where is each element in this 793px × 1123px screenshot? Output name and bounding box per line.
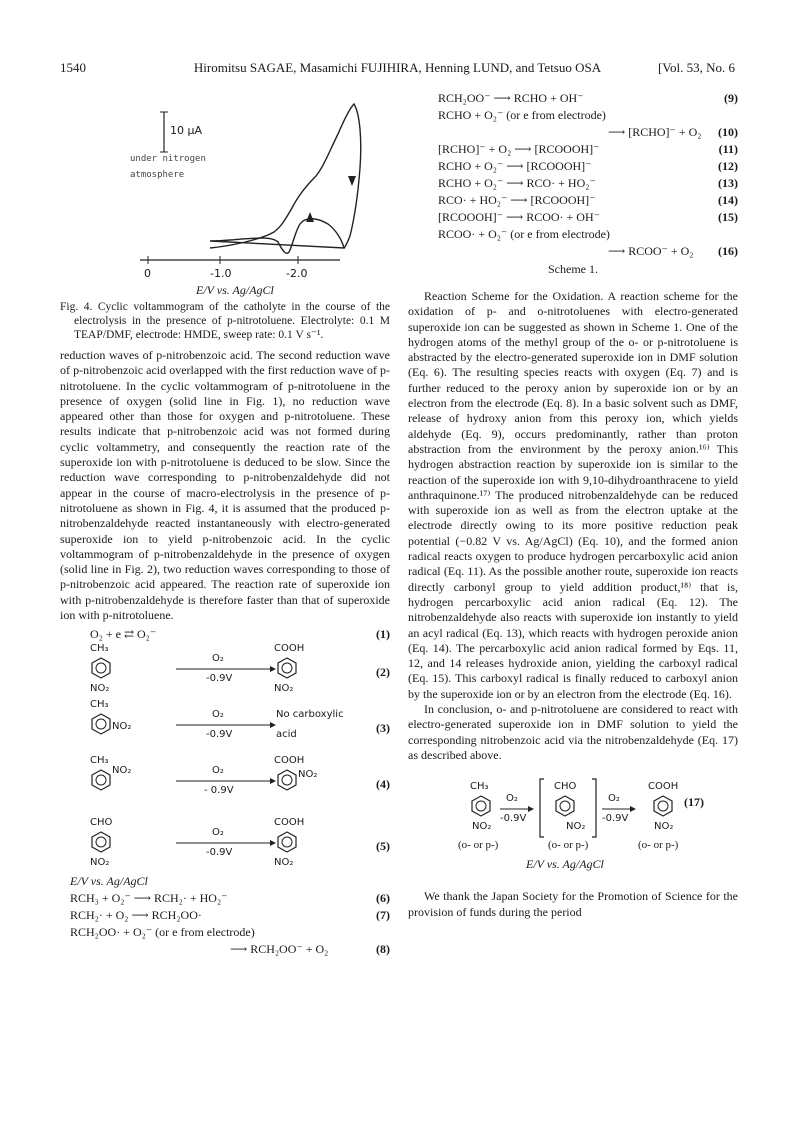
equation-11-text: [RCHO]⁻ + O₂ ⟶ [RCOOOH]⁻ (438, 142, 600, 156)
eq17-start-group: CH₃ (470, 781, 489, 793)
eq17-arrow2-reagent: O₂ (608, 793, 620, 805)
left-body-text: reduction waves of p-nitrobenzoic acid. The second reduction wave of p-nitrobenzoic acid overlapped with the first reduction wave of p-nitrotoluene. In the cyclic voltammogram of p-nitrotoluene in the presence of oxygen (solid line in Fig. 1), no reduction wave appeared other than those for oxygen and p-nitrotoluene. These results indicate that p-nitrobenzoic acid was not formed during cyclic voltammetry, and consequently the reaction rate of the superoxide ion with p-nitrotoluene is deduced to be slow. Since the reduction wave corresponding to p-nitrobenzaldehyde did not appear in the course of macro-electrolysis in the presence of p-nitrotoluene as shown in Fig. 4, it is assumed that the produced p-nitrobenzaldehyde reacted instantaneously with electro-generated superoxide ion to yield p-nitrobenzoic acid. In the cyclic voltammogram of p-nitrobenzaldehyde in the presence of oxygen (solid line in Fig. 2), two reduction waves corresponding to those of p-nitrobenzoic acid appeared. The reaction rate of superoxide ion with p-nitrobenzaldehyde is therefore faster than that of superoxide ion with p-nitrotoluene. (60, 348, 390, 623)
arrow-potential: - 0.9V (204, 785, 234, 797)
product-substituent: NO₂ (274, 683, 294, 695)
equation-14-number: (14) (718, 193, 738, 207)
equation-15 (408, 209, 738, 226)
condition-line-2: atmosphere (130, 170, 185, 180)
potential-reference-label: E/V vs. Ag/AgCl (70, 874, 148, 889)
eq17-product-group: COOH (648, 781, 679, 793)
condition-line-1: under nitrogen (130, 154, 206, 164)
author-list: Hiromitsu SAGAE, Masamichi FUJIHIRA, Henning LUND, and Tetsuo OSA (193, 60, 602, 75)
equation-11-number: (11) (718, 142, 738, 156)
arrow-reagent: O₂ (212, 765, 224, 777)
equation-12 (408, 158, 738, 175)
left-column (60, 90, 390, 958)
equation-10-cont: ⟶ [RCHO]⁻ + O₂ (608, 125, 702, 139)
tick-label-0: 0 (144, 267, 151, 280)
reactant-substituent: NO₂ (112, 721, 132, 733)
reaction-arrow-icon (176, 777, 276, 785)
acknowledgement-paragraph: We thank the Japan Society for the Promotion of Science for the provision of funds during the period (408, 889, 738, 919)
reactant-substituent: NO₂ (90, 857, 110, 869)
equation-7-text: RCH₂· + O₂ ⟶ RCH₂OO· (70, 908, 202, 923)
tick-label-1: -1.0 (210, 267, 232, 280)
reaction-arrow-icon (602, 805, 636, 813)
reaction-2 (60, 643, 390, 699)
product-group: COOH (274, 817, 305, 829)
reaction-3 (60, 699, 390, 755)
eq17-arrow1-reagent: O₂ (506, 793, 518, 805)
reactant-substituent: NO₂ (112, 765, 132, 777)
equation-14-text: RCO· + HO₂⁻ ⟶ [RCOOOH]⁻ (438, 193, 596, 207)
benzene-ring-icon (90, 713, 112, 735)
reactant-group: CHO (90, 817, 113, 829)
equation-10-text: RCHO + O₂⁻ (or e from electrode) (438, 108, 606, 122)
reaction-number: (5) (376, 839, 390, 854)
reaction-number: (3) (376, 721, 390, 736)
equation-8-text: RCH₂OO· + O₂⁻ (or e from electrode) (70, 925, 255, 940)
reaction-arrow-icon (176, 839, 276, 847)
reactant-substituent: NO₂ (90, 683, 110, 695)
equation-1-number: (1) (376, 627, 390, 642)
benzene-ring-icon (276, 769, 298, 791)
reactant-group: CH₃ (90, 643, 109, 655)
reaction-arrow-icon (176, 721, 276, 729)
equation-12-text: RCHO + O₂⁻ ⟶ [RCOOOH]⁻ (438, 159, 592, 173)
volume-info: [Vol. 53, No. 6 (657, 60, 735, 75)
eq17-arrow1-potential: -0.9V (500, 813, 527, 825)
benzene-ring-icon (554, 795, 576, 817)
product-group: COOH (274, 755, 305, 767)
eq17-arrow2-potential: -0.9V (602, 813, 629, 825)
equation-8 (60, 924, 390, 941)
benzene-ring-icon (90, 769, 112, 791)
tick-label-2: -2.0 (286, 267, 308, 280)
arrow-potential: -0.9V (206, 673, 233, 685)
eq17-start-substituent: NO₂ (472, 821, 492, 833)
equation-9 (408, 90, 738, 107)
eq17-start-isomer: (o- or p-) (458, 839, 499, 852)
scheme-label: Scheme 1. (548, 262, 598, 276)
equation-16-number: (16) (718, 244, 738, 258)
reaction-5 (60, 817, 390, 873)
arrow-reagent: O₂ (212, 653, 224, 665)
equation-13-number: (13) (718, 176, 738, 190)
benzene-ring-icon (276, 657, 298, 679)
equation-16-text: RCOO· + O₂⁻ (or e from electrode) (438, 227, 610, 241)
equation-1 (60, 626, 390, 643)
product-substituent: NO₂ (298, 769, 318, 781)
reaction-number: (2) (376, 665, 390, 680)
equation-9-text: RCH₂OO⁻ ⟶ RCHO + OH⁻ (438, 91, 584, 105)
equation-1-text: O₂ + e ⇄ O₂⁻ (90, 627, 157, 642)
benzene-ring-icon (90, 657, 112, 679)
equation-6 (60, 890, 390, 907)
product-text-line-2: acid (276, 729, 297, 741)
reaction-arrow-icon (500, 805, 534, 813)
equation-10-number: (10) (718, 125, 738, 139)
equation-14 (408, 192, 738, 209)
product-group: COOH (274, 643, 305, 655)
equation-16-cont: ⟶ RCOO⁻ + O₂ (608, 244, 694, 258)
equation-11 (408, 141, 738, 158)
equation-12-number: (12) (718, 159, 738, 173)
equation-8-number: (8) (376, 942, 390, 957)
reactant-group: CH₃ (90, 755, 109, 767)
benzene-ring-icon (90, 831, 112, 853)
running-header (60, 60, 735, 80)
equation-7 (60, 907, 390, 924)
equation-16 (408, 226, 738, 243)
reaction-arrow-icon (176, 665, 276, 673)
figure-4 (60, 90, 390, 300)
equation-6-number: (6) (376, 891, 390, 906)
benzene-ring-icon (652, 795, 674, 817)
arrow-reagent: O₂ (212, 709, 224, 721)
equation-15-number: (15) (718, 210, 738, 224)
eq17-number: (17) (684, 795, 704, 810)
eq17-intermediate-isomer: (o- or p-) (548, 839, 589, 852)
product-text-line-1: No carboxylic (276, 709, 344, 721)
figure-caption: Fig. 4. Cyclic voltammogram of the catholyte in the course of the electrolysis in the presence of p-nitrotoluene. Electrolyte: 0.1 M TEAP/DMF, electrode: HMDE, sweep rate: 0.1 V s⁻¹. (60, 301, 390, 341)
reaction-scheme-paragraph: Reaction Scheme for the Oxidation. A reaction scheme for the oxidation of p- and o-nitrotoluenes with electro-generated superoxide ion can be suggested as shown in Scheme 1. One of the hydrogen atoms of the methyl group of the o- or p-nitrotoluene is abstracted by the electro-generated superoxide ion in DMF solution (Eq. 6). The resulting species reacts with oxygen (Eq. 7) and is further reduced to the peroxy anion by superoxide ion or by an electron from the electrode (Eq. 8). In a basic solvent such as DMF, release of hydroxy anion from this peroxy ion, which yields aldehyde (Eq. 9), occurs predominantly, rather than proton abstraction from the environment by the peroxy anion.¹⁶⁾ This hydrogen abstraction reaction by superoxide ion is similar to the reaction of the superoxide ion with 9,10-dihydroanthracene to yield anthraquinone.¹⁷⁾ The produced nitrobenzaldehyde can be reduced with superoxide ion as well as from the electron uptake at the electrode directly owing to its more positive reduction peak potential (−0.82 V vs. Ag/AgCl) (Eq. 10), and the formed anion radical reacts oxygen to produce hydrogen percarboxylic acid anion radical (Eq. 11). As the possible another route, superoxide ion reacts directly carbonyl group to yield addition product,¹⁸⁾ that is, hydrogen percarboxylic acid anion radical (Eq. 12). The nitrobenzaldehyde also reacts with superoxide ion instantly to yield an acyl radical (Eq. 13), which reacts with hydrogen peroxide anion (Eq. 14). The percarboxylic acid anion radical formed by Eqs. 11, 12, and 14 releases hydroxide anion, yielding the carboxyl radical (Eq. 15). This carboxyl radical is finally reduced to carboxyl anion by the superoxide ion or by an electron from the electrode (Eq. 16). (408, 289, 738, 701)
equation-6-text: RCH₃ + O₂⁻ ⟶ RCH₂· + HO₂⁻ (70, 891, 228, 906)
equation-10-continuation (408, 124, 738, 141)
conclusion-paragraph: In conclusion, o- and p-nitrotoluene are considered to react with electro-generated superoxide ion in DMF solution to yield the corresponding nitrobenzoic acid via the nitrobenzaldehyde (Eq. 17) as described above. (408, 702, 738, 762)
equation-7-number: (7) (376, 908, 390, 923)
equation-15-text: [RCOOOH]⁻ ⟶ RCOO· + OH⁻ (438, 210, 600, 224)
eq17-potential-reference: E/V vs. Ag/AgCl (526, 857, 604, 872)
equation-13-text: RCHO + O₂⁻ ⟶ RCO· + HO₂⁻ (438, 176, 596, 190)
arrow-potential: -0.9V (206, 847, 233, 859)
reaction-4 (60, 755, 390, 811)
benzene-ring-icon (276, 831, 298, 853)
page-number: 1540 (60, 60, 86, 75)
eq17-product-substituent: NO₂ (654, 821, 674, 833)
reactant-group: CH₃ (90, 699, 109, 711)
axis-label: E/V vs. Ag/AgCl (196, 283, 274, 297)
scale-bar-label: 10 μA (170, 124, 203, 137)
arrow-reagent: O₂ (212, 827, 224, 839)
eq17-intermediate-substituent: NO₂ (566, 821, 586, 833)
eq17-product-isomer: (o- or p-) (638, 839, 679, 852)
equation-8-continuation (60, 941, 390, 958)
benzene-ring-icon (470, 795, 492, 817)
arrow-potential: -0.9V (206, 729, 233, 741)
equation-17 (408, 777, 738, 889)
equation-13 (408, 175, 738, 192)
reaction-number: (4) (376, 777, 390, 792)
right-column (408, 90, 738, 920)
eq17-intermediate-group: CHO (554, 781, 577, 793)
equation-10 (408, 107, 738, 124)
equation-8-cont: ⟶ RCH₂OO⁻ + O₂ (230, 942, 329, 957)
equation-9-number: (9) (724, 91, 738, 105)
equation-16-continuation (408, 243, 738, 260)
product-substituent: NO₂ (274, 857, 294, 869)
